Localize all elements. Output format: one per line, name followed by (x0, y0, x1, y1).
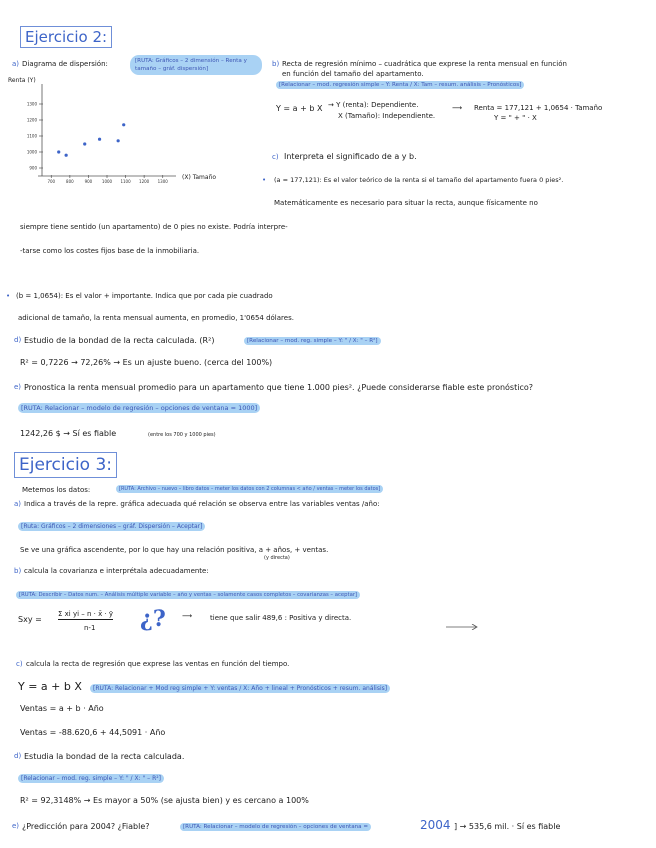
ex2-b-text-2: en función del tamaño del apartamento. (282, 70, 424, 78)
ex3-e-result: ] → 535,6 mil. · Sí es fiable (454, 822, 561, 831)
ex2-b-arrow: ⟶ (452, 104, 463, 112)
ex2-a-text: Diagrama de dispersión: (22, 60, 108, 68)
ex3-a-text: Indica a través de la repre. gráfica adecuada qué relación se observa entre las variables ventas /año: (24, 500, 380, 508)
ex2-d-text: Estudio de la bondad de la recta calculada. (R²) (24, 336, 215, 345)
ex3-e-route: [RUTA: Relacionar – modelo de regresión – opciones de ventana = (180, 823, 371, 831)
ex3-c-text: calcula la recta de regresión que exprese las ventas en función del tiempo. (26, 660, 290, 668)
ex2-e-route: [RUTA: Relacionar – modelo de regresión – opciones de ventana = 1000] (18, 403, 260, 413)
scatter-point (117, 139, 120, 142)
ex2-e-result: 1242,26 $ → Sí es fiable (20, 429, 117, 438)
ex2-scatter-plot (8, 72, 268, 184)
scatter-point (65, 154, 68, 157)
y-tick-label: 1000 (26, 149, 37, 155)
ex2-c-text: Interpreta el significado de a y b. (284, 152, 417, 161)
ex3-d-result: R² = 92,3148% → Es mayor a 50% (se ajusta bien) y es cercano a 100% (20, 796, 309, 805)
ex2-d-result: R² = 0,7226 → 72,26% → Es un ajuste bueno. (cerca del 100%) (20, 358, 273, 367)
x-tick-label: 1100 (120, 179, 131, 184)
ex3-b-arrow-line (446, 624, 482, 630)
ex3-c-route: [RUTA: Relacionar + Mod reg simple + Y: ventas / X: Año + lineal + Pronósticos + resum. análisis] (90, 684, 390, 693)
ex3-b-question-mark: ¿? (140, 606, 166, 632)
ex2-c-a-3: siempre tiene sentido (un apartamento) de 0 pies no existe. Podría interpre- (20, 223, 288, 231)
ex3-b-formula-numerator: Σ xi yi – n · x̄ · ȳ (58, 610, 114, 618)
ex3-b-route: [RUTA: Describir – Datos num. – Análisis múltiple variable – año y ventas – solamente casos completos – covarianzas – aceptar] (16, 591, 360, 599)
ex2-b-dependent: → Y (renta): Dependiente. (328, 101, 419, 109)
ex2-b-result: Renta = 177,121 + 1,0654 · Tamaño (474, 104, 603, 112)
ex2-b-route: [Relacionar – mod. regresión simple – Y: Renta / X: Tam – resum. análisis – Pronósticos] (276, 81, 524, 89)
ex3-e-year: 2004 (420, 818, 451, 832)
ex3-d-text: Estudia la bondad de la recta calculada. (24, 752, 185, 761)
ex2-c-a-2: Matemáticamente es necesario para situar la recta, aunque físicamente no (274, 199, 538, 207)
ex2-c-label: c) (272, 153, 279, 161)
ex3-e-text: ¿Predicción para 2004? ¿Fiable? (22, 822, 150, 831)
x-tick-label: 800 (66, 179, 74, 184)
ex3-c-label: c) (16, 660, 23, 668)
ex3-e-label: e) (12, 822, 20, 830)
scatter-point (122, 123, 125, 126)
ex2-d-label: d) (14, 336, 22, 344)
ex2-b-text: Recta de regresión mínimo – cuadrática que exprese la renta mensual en función (282, 60, 567, 68)
scatter-point (83, 142, 86, 145)
ex3-b-arrow: ⟶ (182, 612, 193, 620)
scatter-x-label: (X) Tamaño (182, 174, 217, 181)
y-tick-label: 1300 (26, 101, 37, 107)
ex3-d-label: d) (14, 752, 22, 760)
ex2-b-equation: Y = a + b X (276, 104, 323, 113)
ex2-a-label: a) (12, 60, 20, 68)
ex3-b-formula-left: Sxy = (18, 615, 42, 624)
ex3-c-equation-2: Ventas = a + b · Año (20, 704, 104, 713)
ex3-a-label: a) (14, 500, 22, 508)
bullet-icon: • (262, 176, 267, 184)
y-tick-label: 1200 (26, 117, 37, 123)
ex2-b-result-general: Y = " + " · X (494, 114, 537, 122)
ex2-b-label: b) (272, 60, 280, 68)
ex2-a-route: [RUTA: Gráficos – 2 dimensión – Renta y tamaño – gráf. dispersión] (130, 55, 262, 75)
ex3-c-equation-3: Ventas = -88.620,6 + 44,5091 · Año (20, 728, 166, 737)
ex2-c-b: (b = 1,0654): Es el valor + importante. Indica que por cada pie cuadrado (16, 292, 273, 300)
y-tick-label: 1100 (26, 133, 37, 139)
ex2-c-a: (a = 177,121): Es el valor teórico de la renta si el tamaño del apartamento fuera 0 pies². (274, 176, 564, 184)
ex3-intro: Metemos los datos: (22, 486, 91, 494)
ex3-a-note: (y directa) (264, 555, 290, 561)
scatter-y-label: Renta (Y) (8, 77, 36, 84)
ex3-b-result: tiene que salir 489,6 : Positiva y directa. (210, 614, 352, 622)
scatter-point (57, 150, 60, 153)
ex3-b-text: calcula la covarianza e interprétala adecuadamente: (24, 567, 209, 575)
ex3-b-formula-denominator: n-1 (84, 624, 96, 632)
ex2-e-label: e) (14, 383, 22, 391)
ex3-b-label: b) (14, 567, 22, 575)
ex2-e-text: Pronostica la renta mensual promedio para un apartamento que tiene 1.000 pies². ¿Puede considerarse fiable este pronóstico? (24, 383, 533, 392)
scatter-point (98, 138, 101, 141)
ex2-e-note: (entre los 700 y 1000 pies) (148, 432, 216, 438)
ex3-d-route: [Relacionar – mod. reg. simple – Y: " / X: " – R²] (18, 774, 164, 783)
x-tick-label: 1000 (101, 179, 113, 184)
exercise-3-title: Ejercicio 3: (14, 452, 117, 478)
ex2-c-a-4: -tarse como los costes fijos base de la inmobiliaria. (20, 247, 200, 255)
ex2-c-b-2: adicional de tamaño, la renta mensual aumenta, en promedio, 1'0654 dólares. (18, 314, 294, 322)
x-tick-label: 1300 (157, 179, 168, 184)
ex3-intro-route: [RUTA: Archivo – nuevo – libro datos – meter los datos con 2 columnas < año / ventas – meter los datos] (116, 485, 383, 493)
ex3-c-equation: Y = a + b X (18, 680, 82, 693)
y-tick-label: 900 (29, 165, 37, 171)
x-tick-label: 900 (84, 179, 93, 184)
exercise-2-title: Ejercicio 2: (20, 26, 112, 48)
x-tick-label: 700 (47, 179, 56, 184)
ex3-a-result: Se ve una gráfica ascendente, por lo que hay una relación positiva, a + años, + ventas. (20, 546, 329, 554)
bullet-icon: • (6, 292, 11, 300)
ex2-b-independent: X (Tamaño): Independiente. (338, 112, 436, 120)
ex3-a-route: [Ruta: Gráficos – 2 dimensiones – gráf. Dispersión – Aceptar] (18, 522, 205, 531)
ex2-d-route: [Relacionar – mod. reg. simple – Y: " / X: " – R²] (244, 337, 381, 345)
x-tick-label: 1200 (139, 179, 150, 184)
